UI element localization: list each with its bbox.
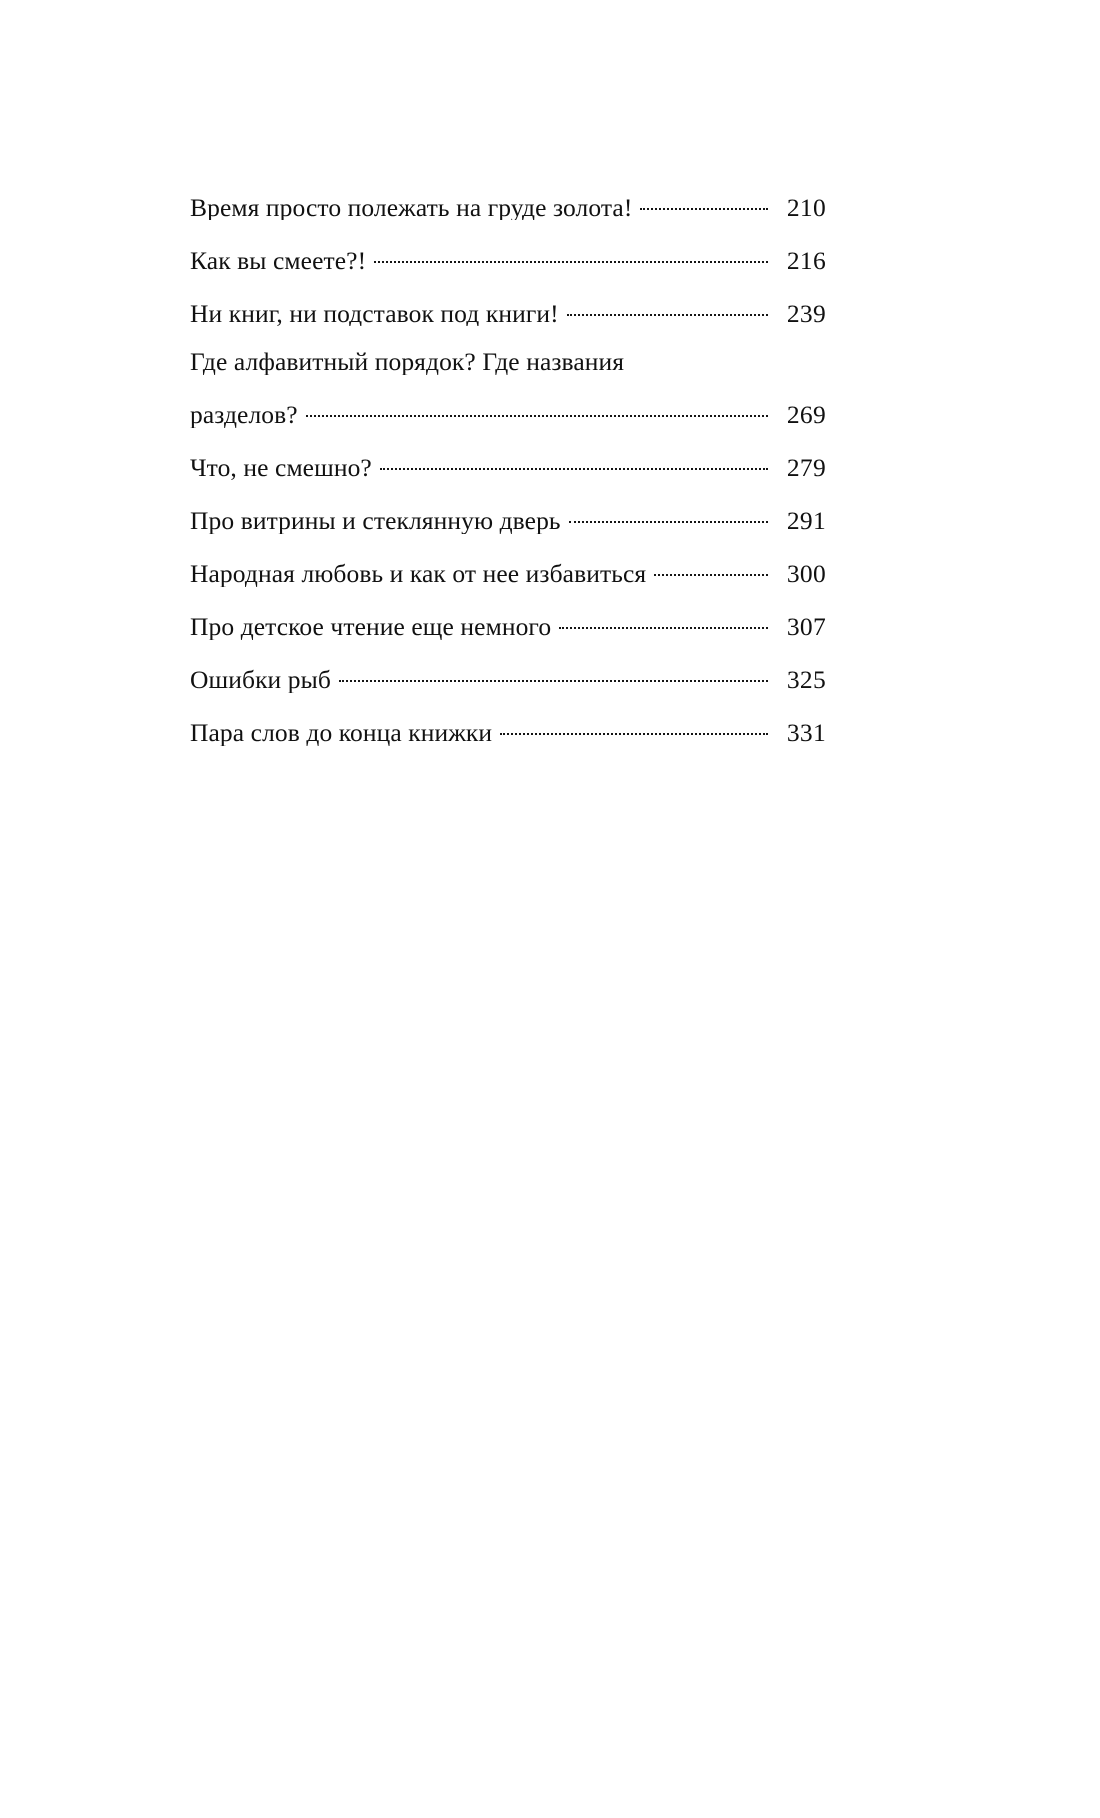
toc-entry[interactable] bbox=[190, 504, 826, 534]
toc-leader-dots bbox=[640, 190, 768, 216]
toc-entry-page-number: 307 bbox=[786, 612, 826, 641]
toc-entry[interactable] bbox=[190, 451, 826, 481]
toc-entry-title: Где алфавитный порядок? Где названия bbox=[190, 349, 625, 375]
toc-leader-dots bbox=[500, 716, 768, 742]
toc-entry-page-number: 239 bbox=[786, 298, 826, 328]
toc-entry-page-number: 331 bbox=[786, 718, 826, 747]
toc-entry[interactable] bbox=[190, 663, 826, 693]
toc-entry-page-number: 269 bbox=[786, 400, 826, 429]
toc-leader-dots bbox=[569, 504, 768, 530]
toc-entry-title: Народная любовь и как от нее избавиться bbox=[190, 561, 647, 587]
toc-entry-title: Про витрины и стеклянную дверь bbox=[190, 508, 561, 534]
toc-entry[interactable] bbox=[190, 349, 826, 428]
toc-entry-page-number: 291 bbox=[786, 506, 826, 535]
toc-entry-title: Пара слов до конца книжки bbox=[190, 720, 493, 746]
toc-entry[interactable] bbox=[190, 610, 826, 640]
toc-entry-title: Время просто полежать на груде золота! bbox=[190, 194, 633, 220]
toc-leader-dots bbox=[559, 610, 768, 636]
toc-entry-page-number: 210 bbox=[786, 192, 826, 222]
toc-leader-dots bbox=[654, 557, 768, 583]
toc-entry[interactable] bbox=[190, 557, 826, 587]
toc-entry-page-number: 279 bbox=[786, 453, 826, 482]
toc-leader-dots bbox=[567, 296, 768, 322]
toc-entry[interactable] bbox=[190, 716, 826, 746]
toc-leader-dots bbox=[306, 398, 768, 424]
toc-leader-dots bbox=[339, 663, 768, 689]
toc-entry-title: Что, не смешно? bbox=[190, 455, 372, 481]
toc-entry-title: Про детское чтение еще немного bbox=[190, 614, 552, 640]
toc-leader-dots bbox=[374, 243, 768, 269]
toc-entry-page-number: 216 bbox=[786, 245, 826, 275]
toc-entry[interactable] bbox=[190, 190, 826, 220]
table-of-contents bbox=[190, 190, 826, 746]
toc-entry-title: Ошибки рыб bbox=[190, 667, 331, 693]
toc-entry[interactable] bbox=[190, 243, 826, 273]
toc-entry-page-number: 300 bbox=[786, 559, 826, 588]
toc-entry[interactable] bbox=[190, 296, 826, 326]
toc-leader-dots bbox=[380, 451, 768, 477]
toc-entry-title-continued: разделов? bbox=[190, 402, 298, 428]
toc-entry-title: Как вы смеете?! bbox=[190, 247, 367, 273]
toc-entry-page-number: 325 bbox=[786, 665, 826, 694]
toc-entry-title: Ни книг, ни подставок под книги! bbox=[190, 300, 559, 326]
